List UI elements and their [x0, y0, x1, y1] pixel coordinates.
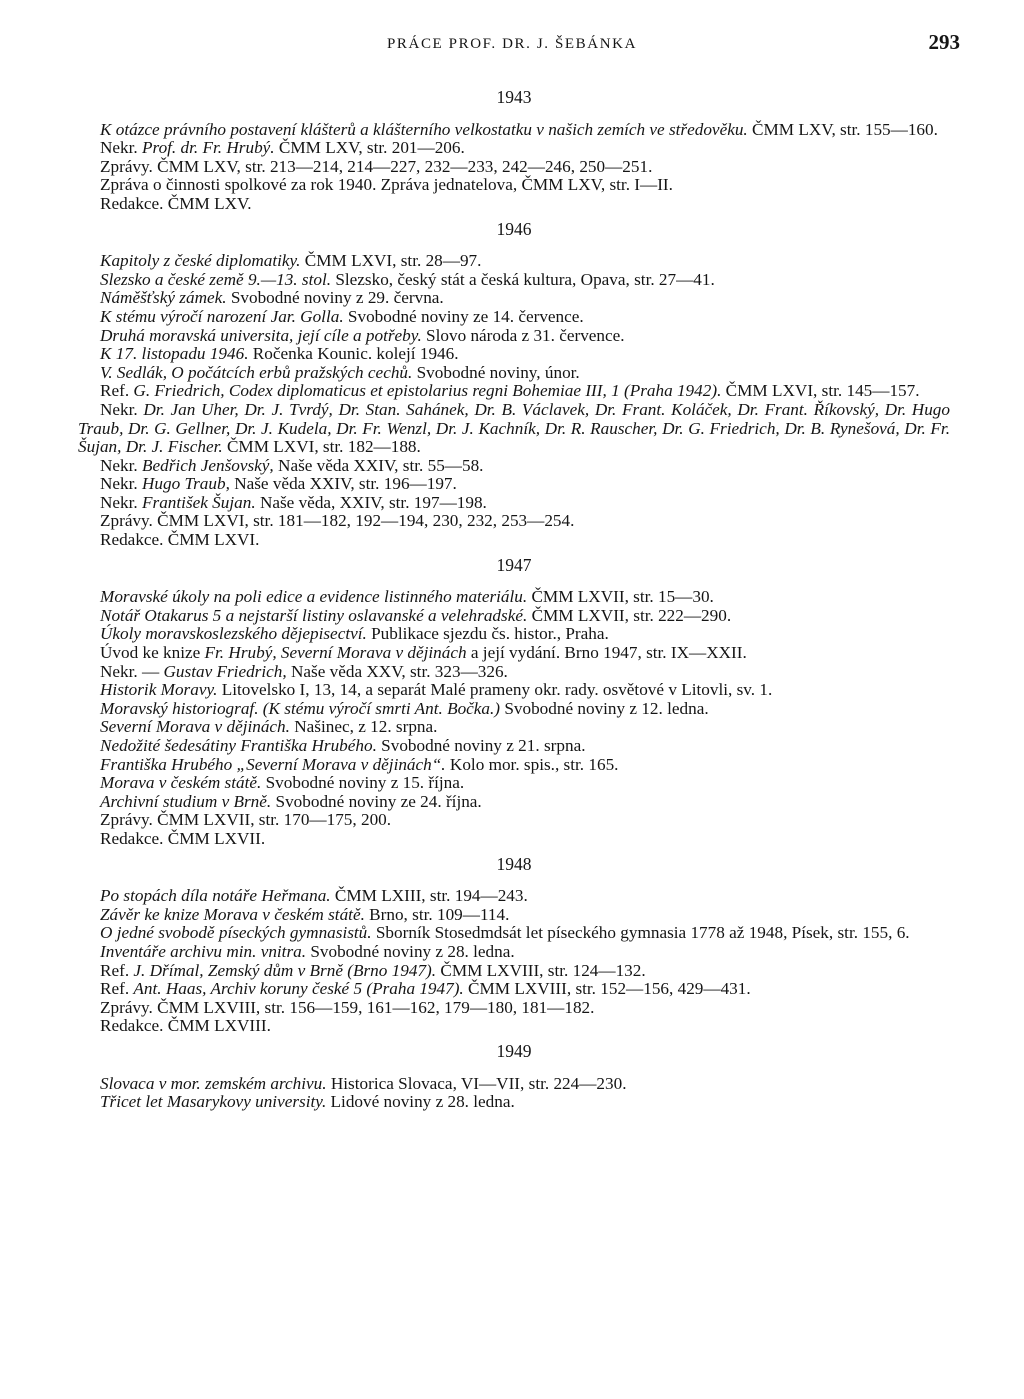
- entry-title: Moravský historiograf. (K stému výročí smrti Ant. Bočka.): [100, 698, 501, 718]
- entry-title: Morava v českém státě.: [100, 773, 262, 793]
- entry-source: Ref.: [100, 960, 134, 980]
- bibliography-entry: [78, 811, 950, 830]
- bibliography-entry: [78, 756, 950, 775]
- bibliography-entry: [78, 382, 950, 401]
- entry-source: Nekr.: [100, 455, 143, 475]
- entry-source: Svobodné noviny ze 14. července.: [343, 306, 584, 326]
- bibliography-entry: [78, 475, 950, 494]
- bibliography-entry: [78, 830, 950, 849]
- entry-title: Notář Otakarus 5 a nejstarší listiny oslavanské a velehradské.: [100, 605, 528, 625]
- entry-source: Redakce. ČMM LXVIII.: [100, 1016, 271, 1036]
- bibliography-entry: [78, 457, 950, 476]
- entry-title: K stému výročí narození Jar. Golla.: [100, 306, 344, 326]
- bibliography-entry: [78, 793, 950, 812]
- entry-source: Brno, str. 109—114.: [364, 904, 510, 924]
- entry-title: V. Sedlák, O počátcích erbů pražských cechů.: [100, 362, 413, 382]
- entry-source: Zprávy. ČMM LXVI, str. 181—182, 192—194, 230, 232, 253—254.: [100, 511, 575, 531]
- entry-source: Lidové noviny z 28. ledna.: [326, 1092, 515, 1112]
- entry-source: ČMM LXVI, str. 182—188.: [222, 437, 421, 457]
- entry-source: ČMM LXVII, str. 222—290.: [527, 605, 732, 625]
- entry-title: G. Friedrich, Codex diplomaticus et epistolarius regni Bohemiae III, 1 (Praha 1942).: [133, 381, 722, 401]
- entry-source: Slezsko, český stát a česká kultura, Opava, str. 27—41.: [331, 269, 715, 289]
- entry-source: Naše věda XXV, str. 323—326.: [286, 661, 508, 681]
- bibliography-entry: [78, 121, 950, 140]
- year-heading: 1943: [496, 87, 532, 107]
- entry-source: Ročenka Kounic. kolejí 1946.: [248, 344, 459, 364]
- entry-source: Ref.: [100, 381, 134, 401]
- entry-source: Redakce. ČMM LXVII.: [100, 828, 266, 848]
- entry-title: Slezsko a české země 9.—13. stol.: [100, 269, 332, 289]
- entry-source: Nekr.: [100, 474, 143, 494]
- year-heading: 1948: [496, 853, 532, 874]
- bibliography-entry: [78, 644, 950, 663]
- entry-source: Našinec, z 12. srpna.: [289, 717, 438, 737]
- bibliography-entry: [78, 718, 950, 737]
- bibliography-entry: [78, 176, 950, 195]
- bibliography-entry: [78, 980, 950, 999]
- entry-source: Svobodné noviny z 12. ledna.: [500, 698, 709, 718]
- entry-source: Redakce. ČMM LXVI.: [100, 530, 260, 550]
- entry-source: Nekr.: [100, 492, 143, 512]
- entry-title: Gustav Friedrich,: [163, 661, 287, 681]
- bibliography-entry: [78, 494, 950, 513]
- entry-source: ČMM LXVI, str. 28—97.: [300, 251, 482, 271]
- bibliography-entry: [78, 195, 950, 214]
- entry-title: Dr. Jan Uher, Dr. J. Tvrdý, Dr. Stan. Sahánek, Dr. B. Václavek, Dr. Frant. Koláček, Dr. Frant. Říkovský, Dr. Hugo Traub, Dr. G. Gellner, Dr. J. Kudela, Dr. Fr. Wenzl, Dr. J. Kachník, Dr. R. Rauscher, Dr. G. Friedrich, Dr. B. Rynešová, Dr. Fr. Šujan, Dr. J. Fischer.: [78, 399, 950, 457]
- entry-title: K 17. listopadu 1946.: [100, 344, 249, 364]
- entry-source: Nekr.: [100, 399, 144, 419]
- bibliography-entry: [78, 943, 950, 962]
- bibliography-body: [78, 88, 950, 1112]
- entry-source: Svobodné noviny, únor.: [412, 362, 580, 382]
- bibliography-entry: [78, 999, 950, 1018]
- entry-source: Litovelsko I, 13, 14, a separát Malé prameny okr. rady. osvětové v Litovli, sv. 1.: [217, 680, 773, 700]
- entry-source: Svobodné noviny z 21. srpna.: [376, 736, 586, 755]
- entry-title: Úkoly moravskoslezského dějepisectví.: [100, 624, 367, 644]
- entry-source: Zprávy. ČMM LXV, str. 213—214, 214—227, 232—233, 242—246, 250—251.: [100, 156, 653, 176]
- entry-source: Zpráva o činnosti spolkové za rok 1940. Zpráva jednatelova, ČMM LXV, str. I—II.: [100, 175, 673, 195]
- entry-source: Nekr. —: [100, 661, 164, 681]
- entry-source: Naše věda XXIV, str. 55—58.: [273, 455, 484, 475]
- bibliography-entry: [78, 1017, 950, 1036]
- bibliography-entry: [78, 345, 950, 364]
- entry-source: Svobodné noviny ze 24. října.: [271, 791, 482, 811]
- running-header: PRÁCE PROF. DR. J. ŠEBÁNKA: [386, 36, 638, 52]
- entry-title: Prof. dr. Fr. Hrubý.: [142, 138, 275, 158]
- entry-source: ČMM LXIII, str. 194—243.: [330, 886, 528, 906]
- entry-source: Publikace sjezdu čs. histor., Praha.: [366, 624, 609, 644]
- entry-title: Třicet let Masarykovy university.: [100, 1092, 327, 1112]
- year-heading: 1946: [496, 218, 532, 239]
- entry-source: ČMM LXV, str. 201—206.: [274, 138, 465, 158]
- year-heading: 1947: [496, 554, 532, 575]
- entry-source: Ref.: [100, 979, 134, 999]
- bibliography-entry: [78, 401, 950, 457]
- entry-title: Historik Moravy.: [100, 680, 218, 700]
- bibliography-entry: [78, 289, 950, 308]
- bibliography-entry: [78, 737, 950, 756]
- entry-source: Svobodné noviny z 29. června.: [226, 288, 444, 308]
- entry-title: Moravské úkoly na poli edice a evidence listinného materiálu.: [100, 587, 528, 607]
- entry-source: a její vydání. Brno 1947, str. IX—XXII.: [466, 643, 747, 663]
- entry-source: ČMM LXVII, str. 15—30.: [527, 587, 714, 607]
- entry-source: Redakce. ČMM LXV.: [100, 193, 252, 213]
- bibliography-entry: [78, 906, 950, 925]
- bibliography-entry: [78, 327, 950, 346]
- entry-source: Historica Slovaca, VI—VII, str. 224—230.: [326, 1073, 627, 1093]
- entry-title: František Šujan.: [142, 492, 256, 512]
- entry-title: Závěr ke knize Morava v českém státě.: [100, 904, 365, 924]
- entry-source: Svobodné noviny z 15. října.: [261, 773, 465, 793]
- entry-source: Naše věda, XXIV, str. 197—198.: [255, 492, 487, 512]
- bibliography-entry: [78, 531, 950, 550]
- bibliography-entry: [78, 364, 950, 383]
- bibliography-entry: [78, 887, 950, 906]
- bibliography-entry: [78, 1075, 950, 1094]
- bibliography-entry: [78, 700, 950, 719]
- bibliography-entry: [78, 1093, 950, 1112]
- entry-source: Svobodné noviny z 28. ledna.: [306, 941, 515, 961]
- bibliography-entry: [78, 139, 950, 158]
- bibliography-entry: [78, 962, 950, 981]
- entry-source: ČMM LXVIII, str. 152—156, 429—431.: [463, 979, 751, 999]
- entry-title: Náměšťský zámek.: [100, 288, 227, 308]
- entry-source: Sborník Stosedmdsát let píseckého gymnasia 1778 až 1948, Písek, str. 155, 6.: [371, 923, 910, 943]
- entry-title: Severní Morava v dějinách.: [100, 717, 290, 737]
- bibliography-entry: [78, 271, 950, 290]
- entry-title: Ant. Haas, Archiv koruny české 5 (Praha 1947).: [133, 979, 464, 999]
- entry-title: Druhá moravská universita, její cíle a potřeby.: [100, 325, 422, 345]
- entry-source: Zprávy. ČMM LXVII, str. 170—175, 200.: [100, 810, 392, 830]
- bibliography-entry: [78, 924, 950, 943]
- entry-title: J. Dřímal, Zemský dům v Brně (Brno 1947).: [133, 960, 437, 980]
- entry-title: Bedřich Jenšovský,: [142, 455, 274, 475]
- entry-title: Inventáře archivu min. vnitra.: [100, 941, 307, 961]
- year-heading: 1949: [496, 1040, 532, 1061]
- entry-title: Kapitoly z české diplomatiky.: [100, 251, 301, 271]
- entry-source: ČMM LXVI, str. 145—157.: [721, 381, 920, 401]
- entry-title: Fr. Hrubý, Severní Morava v dějinách: [204, 643, 467, 663]
- entry-title: K otázce právního postavení klášterů a klášterního velkostatku v našich zemích ve středověku.: [100, 119, 748, 139]
- entry-source: ČMM LXVIII, str. 124—132.: [436, 960, 646, 980]
- entry-title: Františka Hrubého „Severní Morava v dějinách“.: [100, 754, 446, 774]
- bibliography-entry: [78, 681, 950, 700]
- bibliography-entry: [78, 607, 950, 626]
- entry-source: Kolo mor. spis., str. 165.: [445, 754, 619, 774]
- bibliography-entry: [78, 774, 950, 793]
- bibliography-entry: [78, 252, 950, 271]
- entry-source: Úvod ke knize: [100, 643, 205, 663]
- entry-title: Archivní studium v Brně.: [100, 791, 272, 811]
- bibliography-entry: [78, 308, 950, 327]
- entry-title: Slovaca v mor. zemském archivu.: [100, 1073, 327, 1093]
- entry-source: Zprávy. ČMM LXVIII, str. 156—159, 161—162, 179—180, 181—182.: [100, 997, 595, 1017]
- page-number: 293: [928, 30, 960, 54]
- bibliography-entry: [78, 588, 950, 607]
- entry-title: Po stopách díla notáře Heřmana.: [100, 886, 331, 906]
- bibliography-entry: [78, 158, 950, 177]
- entry-source: Slovo národa z 31. července.: [421, 325, 625, 345]
- entry-source: Nekr.: [100, 138, 143, 158]
- bibliography-entry: [78, 663, 950, 682]
- bibliography-entry: [78, 512, 950, 531]
- bibliography-entry: [78, 625, 950, 644]
- entry-title: O jedné svobodě píseckých gymnasistů.: [100, 923, 372, 943]
- entry-title: Hugo Traub,: [142, 474, 230, 494]
- entry-source: Naše věda XXIV, str. 196—197.: [229, 474, 457, 494]
- entry-source: ČMM LXV, str. 155—160.: [747, 119, 938, 139]
- entry-title: Nedožité šedesátiny Františka Hrubého.: [100, 736, 377, 755]
